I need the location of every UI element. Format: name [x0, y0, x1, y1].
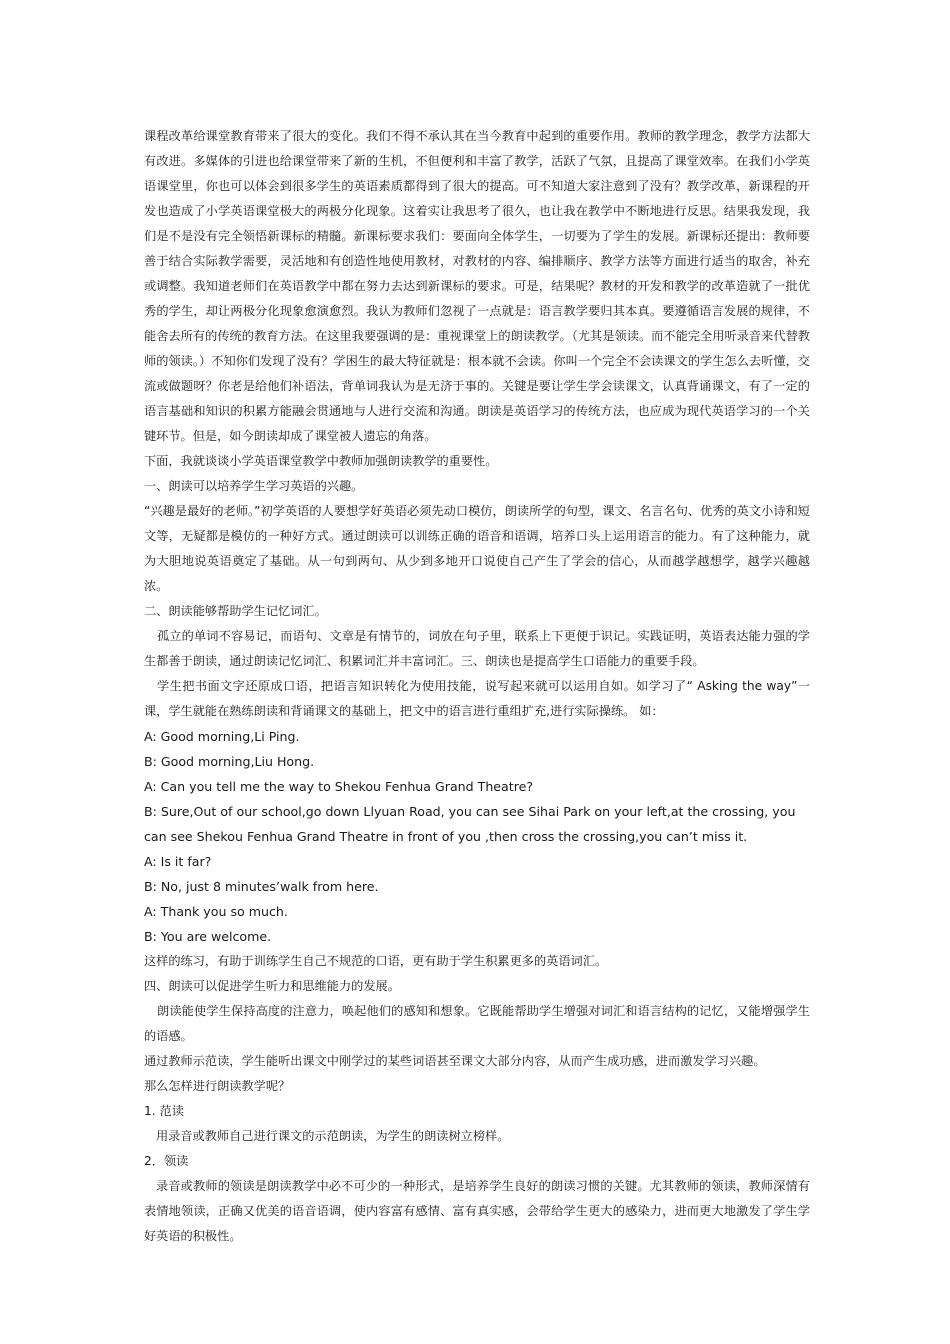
- dialog-line: A: Is it far?: [144, 854, 212, 869]
- paragraph-1: “兴趣是最好的老师。”初学英语的人要想学好英语必须先动口模仿，朗读所学的句型，课文、名言名句、优秀的英文小诗和短文等，无疑都是模仿的一种好方式。通过朗读可以训练正确的语音和语调，培养口头上运用语言的能力。有了这种能力，就为大胆地说英语奠定了基础。从一句到两句、从少到多地开口说使自己产生了学会的信心，从而越学越想学，越学兴趣越浓。: [144, 504, 810, 593]
- paragraph-2: 孤立的单词不容易记，而语句、文章是有情节的，词放在句子里，联系上下更便于识记。实践证明，英语表达能力强的学生都善于朗读，通过朗读记忆词汇、积累词汇并丰富词汇。三、朗读也是提高学生口语能力的重要手段。: [144, 629, 810, 668]
- paragraph-3: 学生把书面文字还原成口语，把语言知识转化为使用技能，说写起来就可以运用自如。如学习了“ Asking the way”一课，学生就能在熟练朗读和背诵课文的基础上，把文中的语言进行重组扩充,进行实际操练。 如：: [144, 679, 810, 718]
- intro-paragraph: 课程改革给课堂教育带来了很大的变化。我们不得不承认其在当今教育中起到的重要作用。教师的教学理念，教学方法都大有改进。多媒体的引进也给课堂带来了新的生机，不但便利和丰富了教学，活跃了气氛，且提高了课堂效率。在我们小学英语课堂里，你也可以体会到很多学生的英语素质都得到了很大的提高。可不知道大家注意到了没有？教学改革，新课程的开发也造成了小学英语课堂极大的两极分化现象。这着实让我思考了很久，也让我在教学中不断地进行反思。结果我发现，我们是不是没有完全领悟新课标的精髓。新课标要求我们：要面向全体学生，一切要为了学生的发展。新课标还提出：教师要善于结合实际教学需要，灵活地和有创造性地使用教材，对教材的内容、编排顺序、教学方法等方面进行适当的取舍，补充或调整。我知道老师们在英语教学中都在努力去达到新课标的要求。可是，结果呢？教材的开发和教学的改革造就了一批优秀的学生，却让两极分化现象愈演愈烈。我认为教师们忽视了一点就是：语言教学要归其本真。要遵循语言发展的规律，不能舍去所有的传统的教育方法。在这里我要强调的是：重视课堂上的朗读教学。（尤其是领读。而不能完全用听录音来代替教师的领读。）不知你们发现了没有？学困生的最大特征就是：根本就不会读。你叫一个完全不会读课文的学生怎么去听懂，交流或做题呀？你老是给他们补语法，背单词我认为是无济于事的。关键是要让学生学会读课文，认真背诵课文，有了一定的语言基础和知识的积累方能融会贯通地与人进行交流和沟通。朗读是英语学习的传统方法，也应成为现代英语学习的一个关键环节。但是，如今朗读却成了课堂被人遗忘的角落。: [144, 129, 810, 443]
- document-body: [144, 124, 810, 1249]
- paragraph-5: 朗读能使学生保持高度的注意力，唤起他们的感知和想象。它既能帮助学生增强对词汇和语言结构的记忆，又能增强学生的语感。: [144, 1004, 810, 1043]
- lead-paragraph: 下面，我就谈谈小学英语课堂教学中教师加强朗读教学的重要性。: [144, 454, 498, 468]
- section-2-body: 录音或教师的领读是朗读教学中必不可少的一种形式，是培养学生良好的朗读习惯的关键。尤其教师的领读，教师深情有表情地领读，正确又优美的语音语调，使内容富有感情、富有真实感，会带给学生更大的感染力，进而更大地激发了学生学好英语的积极性。: [144, 1179, 810, 1243]
- dialog-line: A: Can you tell me the way to Shekou Fenhua Grand Theatre?: [144, 779, 534, 794]
- paragraph-4: 这样的练习，有助于训练学生自己不规范的口语，更有助于学生积累更多的英语词汇。: [144, 954, 608, 968]
- dialog-line: B: Sure,Out of our school,go down Llyuan Road, you can see Sihai Park on your left,at the crossing, you can see Shekou Fenhua Grand Theatre in front of you ,then cross the crossing,you can’t miss it.: [144, 804, 796, 844]
- dialog-line: B: Good morning,Liu Hong.: [144, 754, 315, 769]
- dialog-line: A: Good morning,Li Ping.: [144, 729, 300, 744]
- dialog-line: B: No, just 8 minutes’walk from here.: [144, 879, 379, 894]
- section-1-body: 用录音或教师自己进行课文的示范朗读，为学生的朗读树立榜样。: [156, 1129, 510, 1143]
- paragraph-6: 通过教师示范读，学生能听出课文中刚学过的某些词语甚至课文大部分内容，从而产生成功感，进而激发学习兴趣。: [144, 1054, 766, 1068]
- dialog-line: A: Thank you so much.: [144, 904, 288, 919]
- dialog-line: B: You are welcome.: [144, 929, 272, 944]
- question-line: 那么怎样进行朗读教学呢？: [144, 1079, 291, 1093]
- section-1-heading: 1. 范读: [144, 1104, 184, 1118]
- heading-1: 一、朗读可以培养学生学习英语的兴趣。: [144, 479, 364, 493]
- section-2-heading: 2．领读: [144, 1154, 189, 1168]
- heading-4: 四、朗读可以促进学生听力和思维能力的发展。: [144, 979, 400, 993]
- heading-2: 二、朗读能够帮助学生记忆词汇。: [144, 604, 327, 618]
